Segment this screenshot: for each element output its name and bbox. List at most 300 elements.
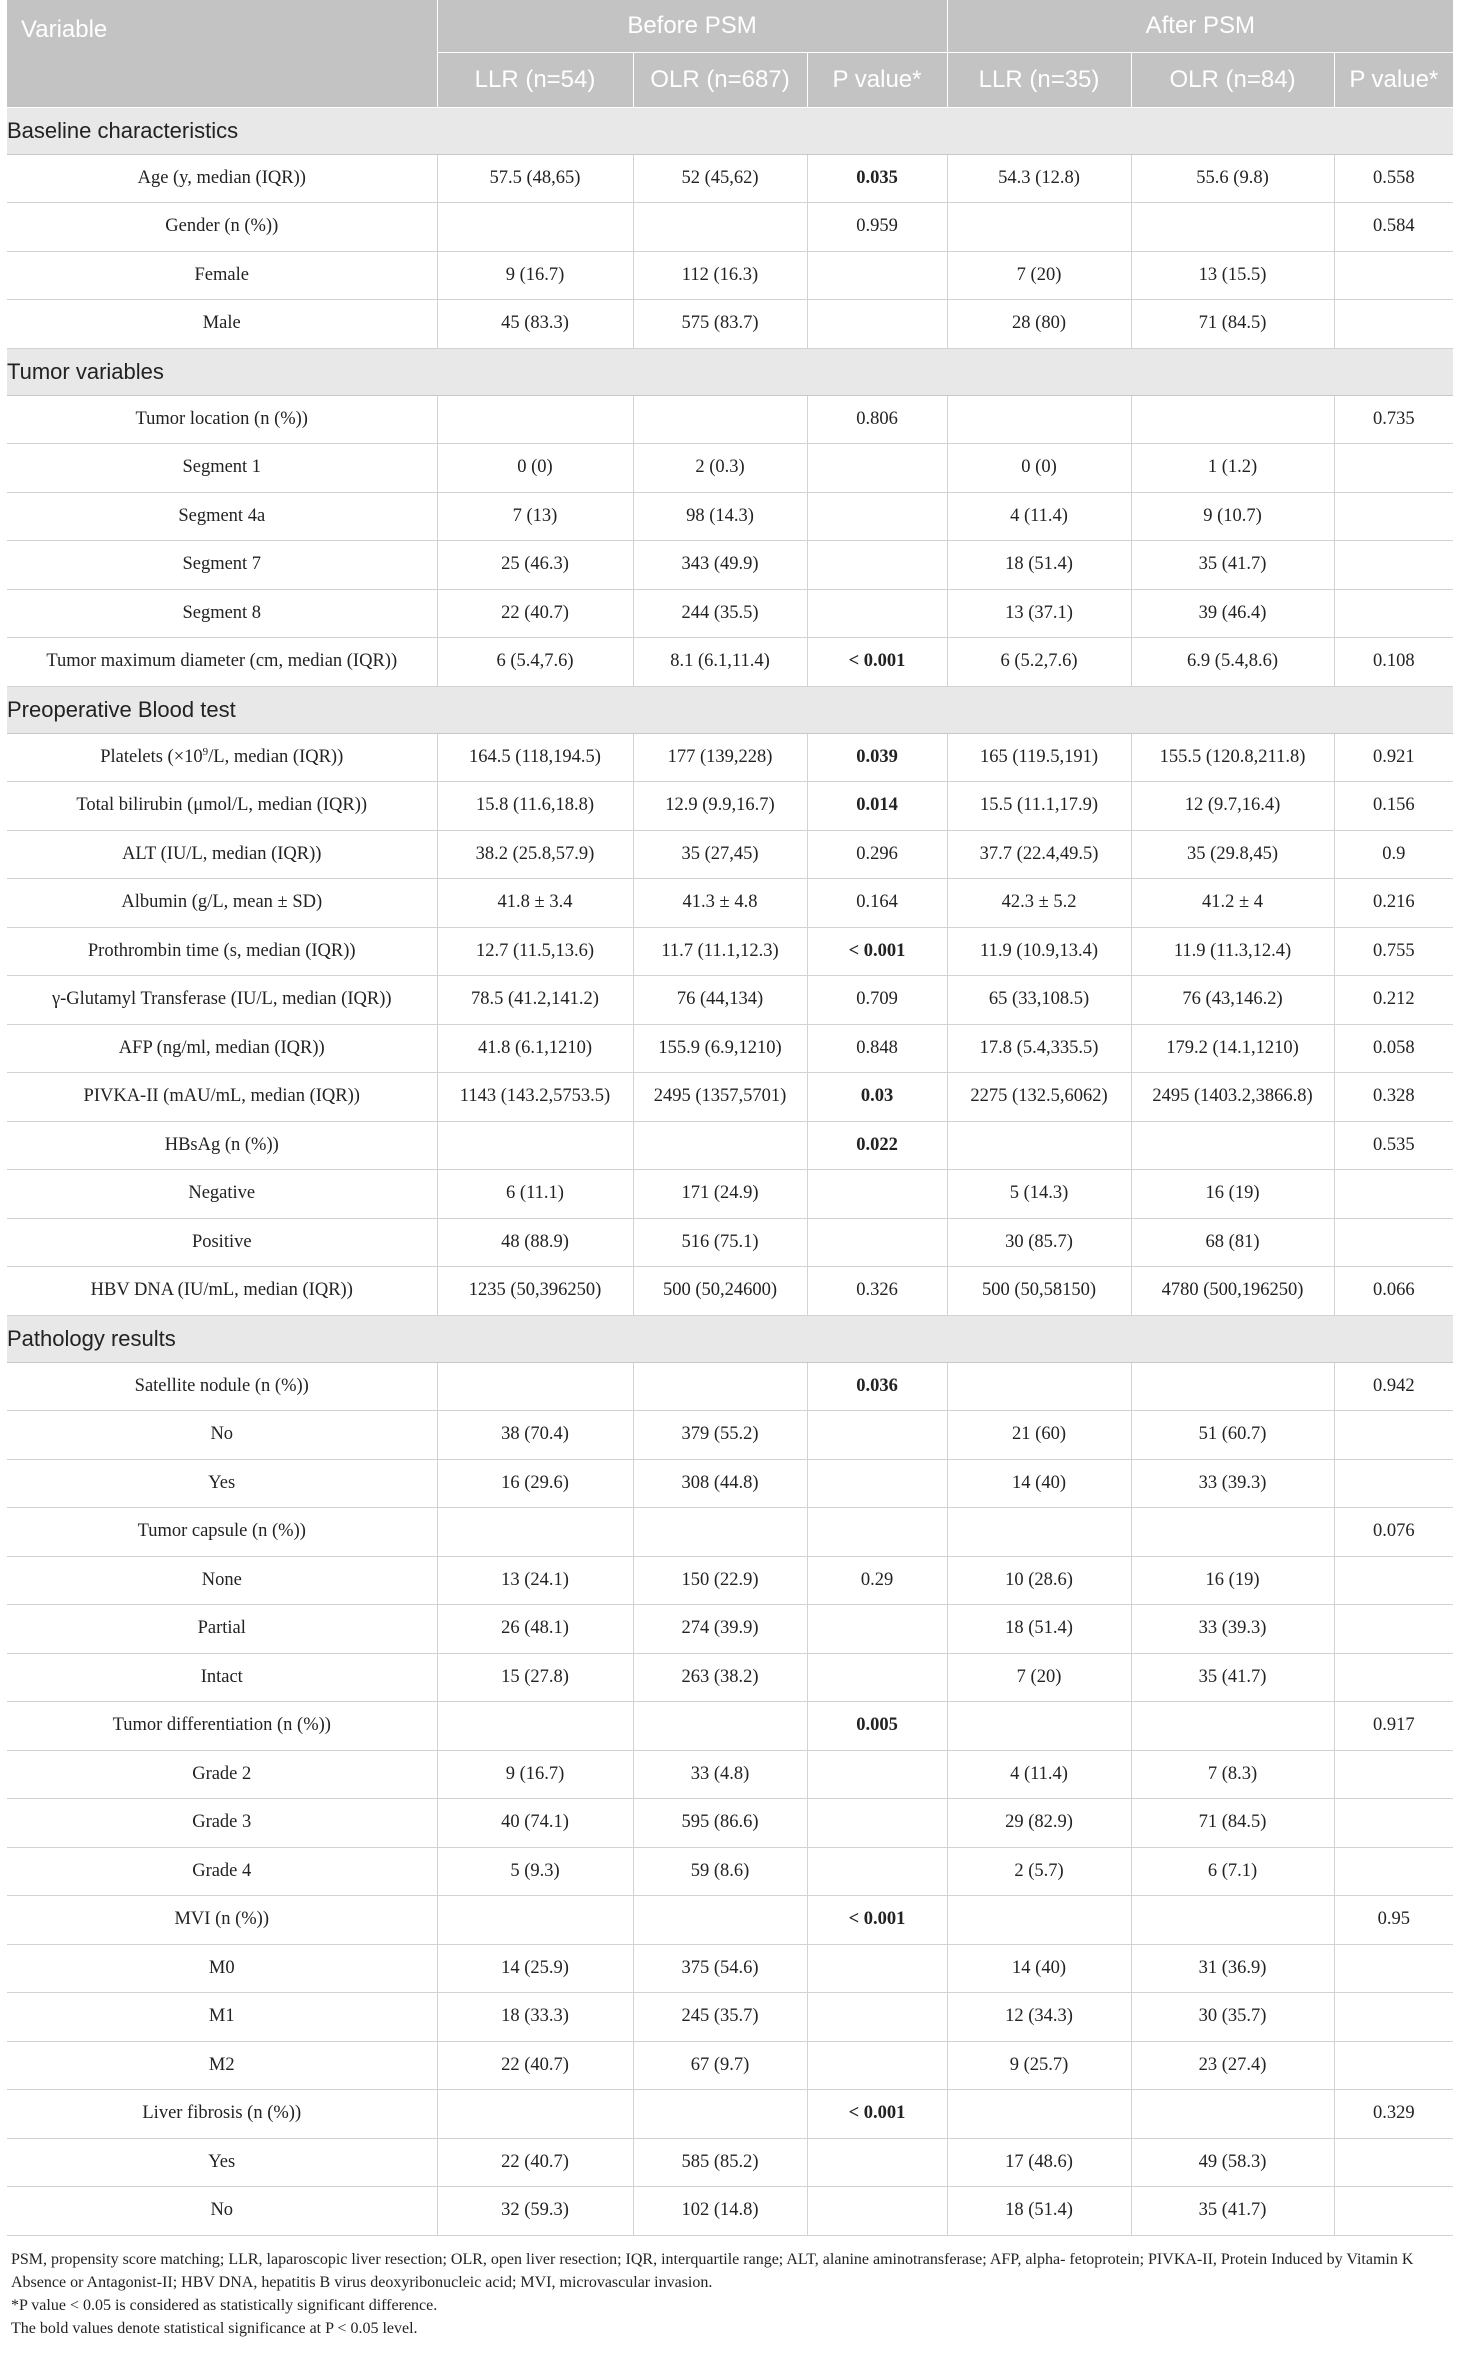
table-cell	[1334, 1556, 1453, 1605]
table-cell: 13 (24.1)	[437, 1556, 633, 1605]
table-cell: 0.29	[807, 1556, 947, 1605]
table-cell: 244 (35.5)	[633, 589, 807, 638]
table-cell: 177 (139,228)	[633, 733, 807, 782]
table-row	[7, 879, 1453, 928]
table-cell: 41.2 ± 4	[1131, 879, 1334, 928]
table-cell: 6.9 (5.4,8.6)	[1131, 638, 1334, 687]
header-after-psm: After PSM	[947, 0, 1453, 52]
table-cell: < 0.001	[807, 1896, 947, 1945]
table-cell: 55.6 (9.8)	[1131, 154, 1334, 203]
table-cell: 263 (38.2)	[633, 1653, 807, 1702]
header-variable: Variable	[7, 0, 437, 107]
table-row	[7, 1799, 1453, 1848]
table-cell: 155.9 (6.9,1210)	[633, 1024, 807, 1073]
table-row	[7, 541, 1453, 590]
table-cell: 18 (51.4)	[947, 1605, 1131, 1654]
table-cell: 98 (14.3)	[633, 492, 807, 541]
table-cell: 0.558	[1334, 154, 1453, 203]
table-cell	[437, 203, 633, 252]
footnote-p-value: *P value < 0.05 is considered as statistically significant difference.	[11, 2296, 438, 2314]
table-cell: 40 (74.1)	[437, 1799, 633, 1848]
superscript: 9	[202, 745, 209, 758]
table-cell: 59 (8.6)	[633, 1847, 807, 1896]
table-cell	[1131, 1362, 1334, 1411]
table-cell: 4 (11.4)	[947, 1750, 1131, 1799]
table-cell: 22 (40.7)	[437, 589, 633, 638]
table-cell: 0.156	[1334, 782, 1453, 831]
table-cell: 5 (14.3)	[947, 1170, 1131, 1219]
table-cell	[1334, 1459, 1453, 1508]
table-cell	[1334, 300, 1453, 349]
table-cell: 38.2 (25.8,57.9)	[437, 830, 633, 879]
table-cell: 0.036	[807, 1362, 947, 1411]
table-cell: 16 (19)	[1131, 1170, 1334, 1219]
row-label: Yes	[7, 2138, 437, 2187]
table-cell: 2275 (132.5,6062)	[947, 1073, 1131, 1122]
table-cell	[807, 1459, 947, 1508]
table-cell	[1334, 251, 1453, 300]
table-cell: 21 (60)	[947, 1411, 1131, 1460]
table-cell	[1334, 1993, 1453, 2042]
table-cell: 22 (40.7)	[437, 2041, 633, 2090]
table-cell	[807, 444, 947, 493]
table-cell	[1334, 492, 1453, 541]
table-cell: 51 (60.7)	[1131, 1411, 1334, 1460]
table-cell: 54.3 (12.8)	[947, 154, 1131, 203]
table-cell	[1131, 395, 1334, 444]
table-cell: 245 (35.7)	[633, 1993, 807, 2042]
table-cell: 171 (24.9)	[633, 1170, 807, 1219]
table-cell	[807, 300, 947, 349]
table-cell: 5 (9.3)	[437, 1847, 633, 1896]
table-row	[7, 589, 1453, 638]
table-cell: 18 (51.4)	[947, 2187, 1131, 2236]
row-label: MVI (n (%))	[7, 1896, 437, 1945]
col-header: LLR (n=54)	[437, 52, 633, 107]
row-label: Grade 4	[7, 1847, 437, 1896]
table-cell: 0.917	[1334, 1702, 1453, 1751]
row-label: No	[7, 2187, 437, 2236]
row-label: HBV DNA (IU/mL, median (IQR))	[7, 1267, 437, 1316]
table-row	[7, 1267, 1453, 1316]
table-cell	[633, 1896, 807, 1945]
table-row	[7, 1362, 1453, 1411]
row-label: AFP (ng/ml, median (IQR))	[7, 1024, 437, 1073]
table-cell: 25 (46.3)	[437, 541, 633, 590]
table-cell	[807, 1170, 947, 1219]
table-cell: 0 (0)	[437, 444, 633, 493]
table-cell: 30 (85.7)	[947, 1218, 1131, 1267]
table-cell: 68 (81)	[1131, 1218, 1334, 1267]
table-cell: 112 (16.3)	[633, 251, 807, 300]
table-cell: 0.326	[807, 1267, 947, 1316]
table-cell	[947, 1362, 1131, 1411]
table-cell: 0.95	[1334, 1896, 1453, 1945]
table-cell	[947, 1896, 1131, 1945]
table-cell	[1334, 1605, 1453, 1654]
table-cell: 35 (41.7)	[1131, 541, 1334, 590]
table-cell	[437, 1508, 633, 1557]
table-cell: 14 (40)	[947, 1459, 1131, 1508]
table-cell: 0.959	[807, 203, 947, 252]
table-cell: 0.005	[807, 1702, 947, 1751]
table-cell: 30 (35.7)	[1131, 1993, 1334, 2042]
table-cell: 0.216	[1334, 879, 1453, 928]
table-cell	[807, 1799, 947, 1848]
table-cell: 7 (13)	[437, 492, 633, 541]
table-body	[7, 107, 1453, 2235]
table-cell	[437, 395, 633, 444]
table-cell	[807, 1993, 947, 2042]
table-cell: 18 (33.3)	[437, 1993, 633, 2042]
table-cell	[807, 1847, 947, 1896]
row-label: Liver fibrosis (n (%))	[7, 2090, 437, 2139]
table-cell: < 0.001	[807, 638, 947, 687]
table-row	[7, 1847, 1453, 1896]
table-cell: 500 (50,24600)	[633, 1267, 807, 1316]
table-cell	[807, 1750, 947, 1799]
table-cell: 2 (0.3)	[633, 444, 807, 493]
table-cell	[807, 1411, 947, 1460]
table-cell	[633, 1362, 807, 1411]
table-cell	[807, 1508, 947, 1557]
table-cell	[1334, 1847, 1453, 1896]
table-row	[7, 1750, 1453, 1799]
table-cell: 12 (9.7,16.4)	[1131, 782, 1334, 831]
table-row	[7, 1896, 1453, 1945]
table-cell: 14 (40)	[947, 1944, 1131, 1993]
row-label: Intact	[7, 1653, 437, 1702]
row-label: Grade 3	[7, 1799, 437, 1848]
col-header: OLR (n=687)	[633, 52, 807, 107]
table-cell: 274 (39.9)	[633, 1605, 807, 1654]
table-cell: 343 (49.9)	[633, 541, 807, 590]
table-cell: 0.039	[807, 733, 947, 782]
table-row	[7, 638, 1453, 687]
table-cell: 0.212	[1334, 976, 1453, 1025]
table-cell: 150 (22.9)	[633, 1556, 807, 1605]
table-row	[7, 1459, 1453, 1508]
col-header: OLR (n=84)	[1131, 52, 1334, 107]
table-cell: 65 (33,108.5)	[947, 976, 1131, 1025]
table-cell: 71 (84.5)	[1131, 1799, 1334, 1848]
table-cell: 12 (34.3)	[947, 1993, 1131, 2042]
table-cell: 0.328	[1334, 1073, 1453, 1122]
table-cell	[807, 1653, 947, 1702]
table-cell: 23 (27.4)	[1131, 2041, 1334, 2090]
table-row	[7, 1605, 1453, 1654]
results-table	[7, 0, 1453, 2236]
table-cell	[807, 1944, 947, 1993]
table-cell: 0.022	[807, 1121, 947, 1170]
table-row	[7, 2041, 1453, 2090]
table-cell: 17 (48.6)	[947, 2138, 1131, 2187]
row-label: Segment 1	[7, 444, 437, 493]
table-row	[7, 444, 1453, 493]
table-cell: 76 (44,134)	[633, 976, 807, 1025]
table-cell	[1131, 1508, 1334, 1557]
table-cell: 1 (1.2)	[1131, 444, 1334, 493]
table-row	[7, 395, 1453, 444]
label-part: Platelets (×10	[100, 746, 203, 767]
table-cell: 41.8 (6.1,1210)	[437, 1024, 633, 1073]
table-cell: 2495 (1357,5701)	[633, 1073, 807, 1122]
table-cell	[807, 1218, 947, 1267]
table-cell: 29 (82.9)	[947, 1799, 1131, 1848]
table-cell: 17.8 (5.4,335.5)	[947, 1024, 1131, 1073]
table-cell: 9 (10.7)	[1131, 492, 1334, 541]
table-row	[7, 1556, 1453, 1605]
table-cell: 38 (70.4)	[437, 1411, 633, 1460]
table-cell: 6 (5.2,7.6)	[947, 638, 1131, 687]
table-row	[7, 2187, 1453, 2236]
table-cell: 2 (5.7)	[947, 1847, 1131, 1896]
table-cell	[633, 395, 807, 444]
table-row	[7, 1508, 1453, 1557]
table-cell: 12.9 (9.9,16.7)	[633, 782, 807, 831]
row-label: Albumin (g/L, mean ± SD)	[7, 879, 437, 928]
table-cell	[807, 2041, 947, 2090]
table-cell: 67 (9.7)	[633, 2041, 807, 2090]
table-row	[7, 203, 1453, 252]
table-row	[7, 154, 1453, 203]
table-cell: 155.5 (120.8,211.8)	[1131, 733, 1334, 782]
table-cell: 41.3 ± 4.8	[633, 879, 807, 928]
table-cell	[1334, 1750, 1453, 1799]
table-cell: 57.5 (48,65)	[437, 154, 633, 203]
table-cell: 1143 (143.2,5753.5)	[437, 1073, 633, 1122]
row-label: Male	[7, 300, 437, 349]
table-cell: 0.755	[1334, 927, 1453, 976]
table-cell: 375 (54.6)	[633, 1944, 807, 1993]
table-cell: 76 (43,146.2)	[1131, 976, 1334, 1025]
table-cell	[1334, 1799, 1453, 1848]
table-row	[7, 1993, 1453, 2042]
table-cell: 16 (19)	[1131, 1556, 1334, 1605]
row-label: Negative	[7, 1170, 437, 1219]
table-row	[7, 1024, 1453, 1073]
section-title: Baseline characteristics	[7, 107, 1453, 154]
table-cell: 9 (16.7)	[437, 251, 633, 300]
table-cell: 595 (86.6)	[633, 1799, 807, 1848]
table-row	[7, 2090, 1453, 2139]
table-cell: 14 (25.9)	[437, 1944, 633, 1993]
row-label: Total bilirubin (μmol/L, median (IQR))	[7, 782, 437, 831]
table-cell: 0.066	[1334, 1267, 1453, 1316]
table-cell	[947, 1121, 1131, 1170]
table-cell: 35 (27,45)	[633, 830, 807, 879]
table-cell: 78.5 (41.2,141.2)	[437, 976, 633, 1025]
table-row	[7, 1121, 1453, 1170]
table-cell	[1334, 1411, 1453, 1460]
table-cell: 11.7 (11.1,12.3)	[633, 927, 807, 976]
row-label: PIVKA-II (mAU/mL, median (IQR))	[7, 1073, 437, 1122]
table-cell: 71 (84.5)	[1131, 300, 1334, 349]
section-title: Tumor variables	[7, 348, 1453, 395]
row-label: Age (y, median (IQR))	[7, 154, 437, 203]
table-cell: 0.806	[807, 395, 947, 444]
table-cell	[437, 2090, 633, 2139]
table-row	[7, 830, 1453, 879]
row-label: ALT (IU/L, median (IQR))	[7, 830, 437, 879]
table-cell	[1131, 1896, 1334, 1945]
table-cell	[633, 1702, 807, 1751]
table-cell: 52 (45,62)	[633, 154, 807, 203]
table-cell	[1334, 2138, 1453, 2187]
footnotes	[7, 2248, 1451, 2340]
table-cell: 0.108	[1334, 638, 1453, 687]
footnote-abbreviations: PSM, propensity score matching; LLR, laparoscopic liver resection; OLR, open liver resection; IQR, interquartile range; ALT, alanine aminotransferase; AFP, alpha- fetoprotein; PIVKA-II, Protein Induced by Vitamin K Absence or Antagonist-II; HBV DNA, hepatitis B virus deoxyribonucleic acid; MVI, microvascular invasion.	[11, 2250, 1414, 2291]
row-label: Segment 4a	[7, 492, 437, 541]
table-row	[7, 782, 1453, 831]
table-cell: 0.942	[1334, 1362, 1453, 1411]
table-row	[7, 733, 1453, 782]
table-cell	[947, 1702, 1131, 1751]
table-cell: 35 (41.7)	[1131, 2187, 1334, 2236]
table-cell: 0.709	[807, 976, 947, 1025]
table-cell	[807, 251, 947, 300]
row-label: Positive	[7, 1218, 437, 1267]
table-cell	[1334, 541, 1453, 590]
table-row	[7, 927, 1453, 976]
table-cell: 33 (39.3)	[1131, 1605, 1334, 1654]
table-cell	[807, 541, 947, 590]
table-cell: 6 (5.4,7.6)	[437, 638, 633, 687]
row-label: Gender (n (%))	[7, 203, 437, 252]
table-cell	[947, 395, 1131, 444]
table-cell: < 0.001	[807, 927, 947, 976]
row-label: γ-Glutamyl Transferase (IU/L, median (IQR))	[7, 976, 437, 1025]
table-cell: 1235 (50,396250)	[437, 1267, 633, 1316]
table-cell: 33 (4.8)	[633, 1750, 807, 1799]
table-cell: 164.5 (118,194.5)	[437, 733, 633, 782]
table-cell: 22 (40.7)	[437, 2138, 633, 2187]
col-header: P value*	[807, 52, 947, 107]
table-cell	[1334, 1218, 1453, 1267]
col-header: P value*	[1334, 52, 1453, 107]
row-label: M0	[7, 1944, 437, 1993]
label-part: /L, median (IQR))	[208, 746, 344, 767]
table-cell: 16 (29.6)	[437, 1459, 633, 1508]
table-cell: 0 (0)	[947, 444, 1131, 493]
table-cell: 49 (58.3)	[1131, 2138, 1334, 2187]
table-cell: 379 (55.2)	[633, 1411, 807, 1460]
table-cell: 35 (29.8,45)	[1131, 830, 1334, 879]
table-cell: 516 (75.1)	[633, 1218, 807, 1267]
table-cell: 42.3 ± 5.2	[947, 879, 1131, 928]
table-cell: 15 (27.8)	[437, 1653, 633, 1702]
section-row	[7, 107, 1453, 154]
table-cell: 4 (11.4)	[947, 492, 1131, 541]
table-container	[7, 0, 1453, 2340]
table-cell: 0.296	[807, 830, 947, 879]
table-cell: 0.848	[807, 1024, 947, 1073]
table-cell	[947, 203, 1131, 252]
table-row	[7, 251, 1453, 300]
row-label: M2	[7, 2041, 437, 2090]
table-cell: 15.5 (11.1,17.9)	[947, 782, 1131, 831]
row-label: Segment 7	[7, 541, 437, 590]
table-cell: 0.058	[1334, 1024, 1453, 1073]
table-cell	[1334, 1653, 1453, 1702]
table-cell: 0.9	[1334, 830, 1453, 879]
table-row	[7, 1218, 1453, 1267]
table-cell: 7 (8.3)	[1131, 1750, 1334, 1799]
row-label: Prothrombin time (s, median (IQR))	[7, 927, 437, 976]
section-row	[7, 348, 1453, 395]
table-cell: 9 (16.7)	[437, 1750, 633, 1799]
row-label: Tumor capsule (n (%))	[7, 1508, 437, 1557]
table-cell: 45 (83.3)	[437, 300, 633, 349]
col-header: LLR (n=35)	[947, 52, 1131, 107]
table-cell	[807, 589, 947, 638]
row-label: No	[7, 1411, 437, 1460]
row-label	[7, 733, 437, 782]
table-row	[7, 2138, 1453, 2187]
table-cell: 102 (14.8)	[633, 2187, 807, 2236]
row-label: Segment 8	[7, 589, 437, 638]
row-label: Grade 2	[7, 1750, 437, 1799]
section-title: Preoperative Blood test	[7, 686, 1453, 733]
table-cell: 0.584	[1334, 203, 1453, 252]
table-cell	[437, 1121, 633, 1170]
table-cell: 18 (51.4)	[947, 541, 1131, 590]
header-before-psm: Before PSM	[437, 0, 947, 52]
table-cell	[437, 1896, 633, 1945]
table-cell: 11.9 (11.3,12.4)	[1131, 927, 1334, 976]
table-cell: 10 (28.6)	[947, 1556, 1131, 1605]
table-cell	[437, 1362, 633, 1411]
table-cell: 2495 (1403.2,3866.8)	[1131, 1073, 1334, 1122]
table-cell: 0.735	[1334, 395, 1453, 444]
table-row	[7, 1073, 1453, 1122]
table-cell: 32 (59.3)	[437, 2187, 633, 2236]
row-label: HBsAg (n (%))	[7, 1121, 437, 1170]
table-cell: 11.9 (10.9,13.4)	[947, 927, 1131, 976]
table-cell: 15.8 (11.6,18.8)	[437, 782, 633, 831]
table-cell: 0.329	[1334, 2090, 1453, 2139]
row-label: Satellite nodule (n (%))	[7, 1362, 437, 1411]
table-cell	[633, 2090, 807, 2139]
table-cell: 12.7 (11.5,13.6)	[437, 927, 633, 976]
section-title: Pathology results	[7, 1315, 1453, 1362]
table-cell: < 0.001	[807, 2090, 947, 2139]
table-row	[7, 1653, 1453, 1702]
table-cell: 39 (46.4)	[1131, 589, 1334, 638]
table-cell	[947, 2090, 1131, 2139]
row-label: Tumor differentiation (n (%))	[7, 1702, 437, 1751]
table-cell: 9 (25.7)	[947, 2041, 1131, 2090]
table-cell: 26 (48.1)	[437, 1605, 633, 1654]
table-cell	[1334, 1944, 1453, 1993]
table-cell	[1334, 2041, 1453, 2090]
table-cell: 33 (39.3)	[1131, 1459, 1334, 1508]
table-row	[7, 1411, 1453, 1460]
table-cell	[633, 203, 807, 252]
table-cell	[947, 1508, 1131, 1557]
table-cell	[633, 1508, 807, 1557]
table-cell	[807, 2138, 947, 2187]
table-cell: 0.076	[1334, 1508, 1453, 1557]
row-label: Partial	[7, 1605, 437, 1654]
table-cell	[437, 1702, 633, 1751]
row-label: Female	[7, 251, 437, 300]
table-cell: 41.8 ± 3.4	[437, 879, 633, 928]
table-cell: 0.035	[807, 154, 947, 203]
table-row	[7, 300, 1453, 349]
table-cell: 0.014	[807, 782, 947, 831]
table-row	[7, 1170, 1453, 1219]
